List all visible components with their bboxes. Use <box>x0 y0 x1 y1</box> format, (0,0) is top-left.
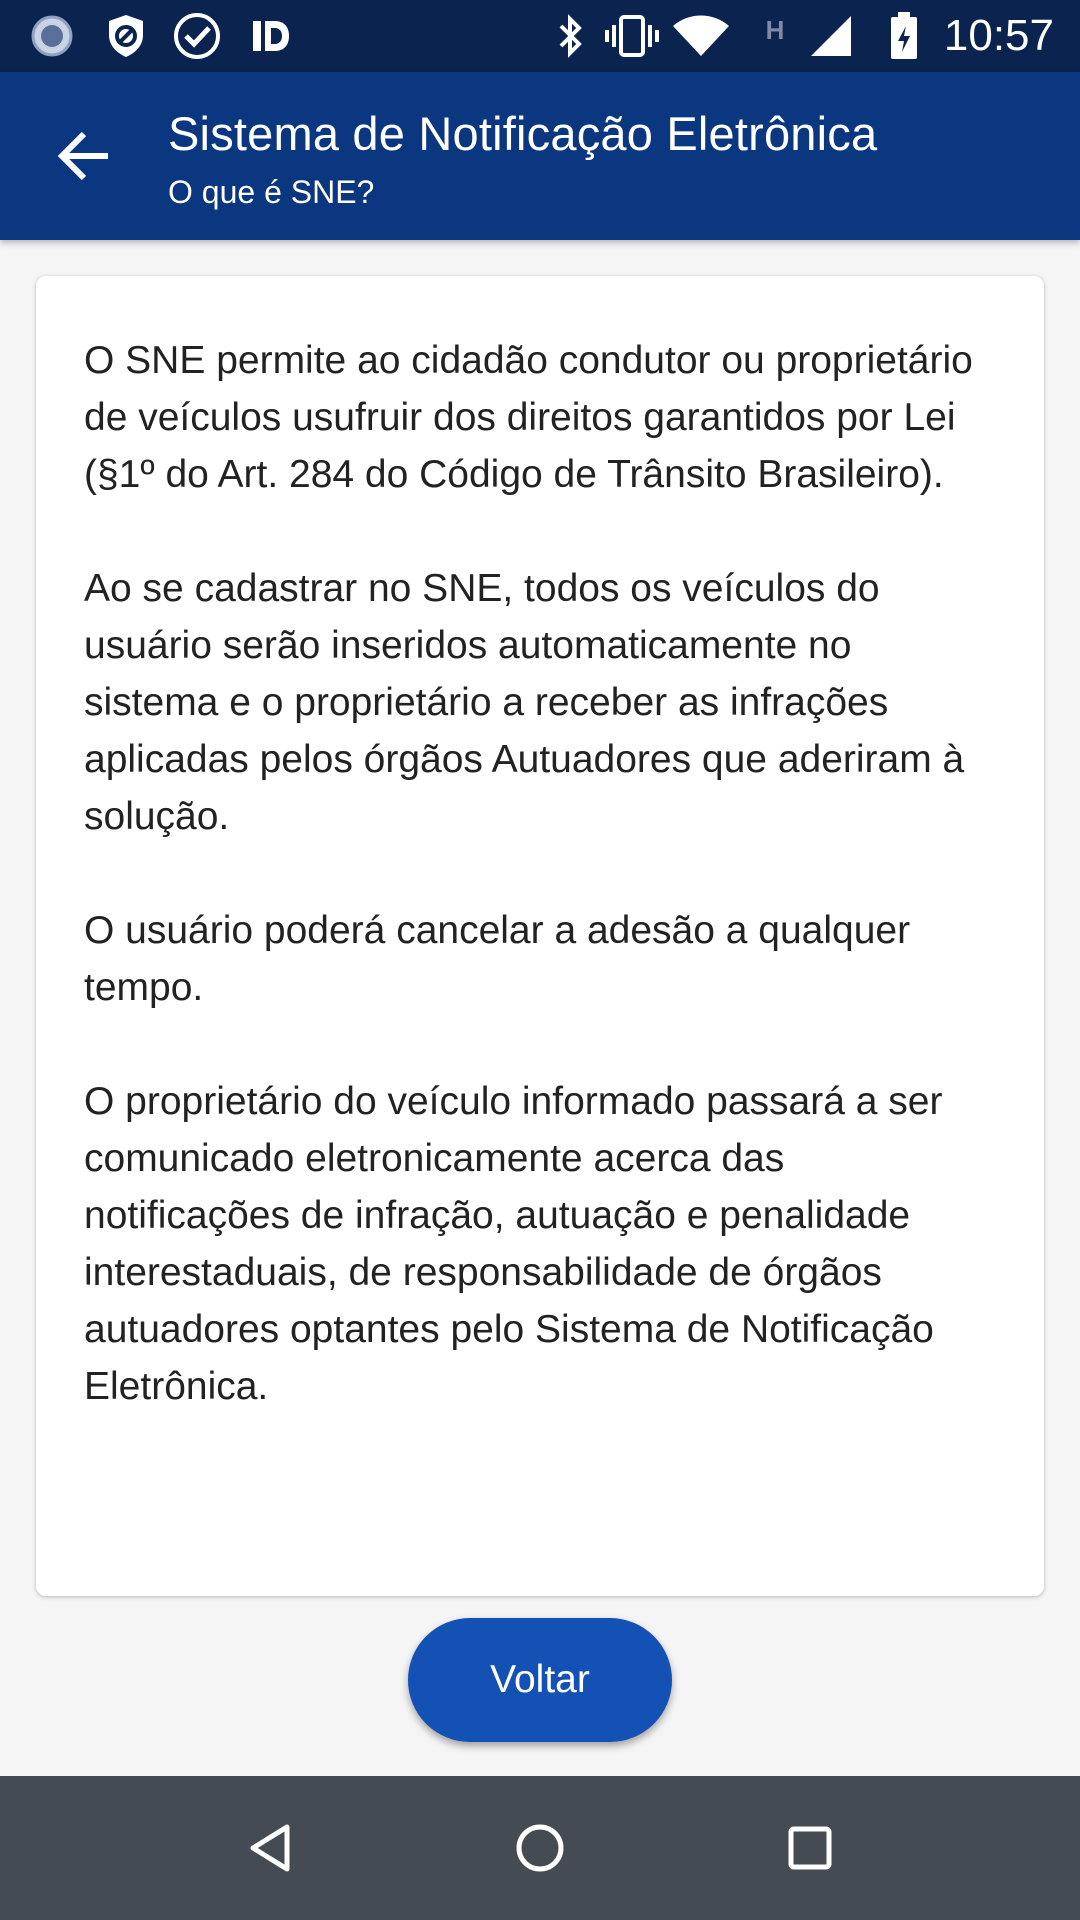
paragraph: Ao se cadastrar no SNE, todos os veículos do usuário serão inseridos automaticamente no sistema e o proprietário a receber as infrações aplicadas pelos órgãos Autuadores que aderiram à solução. <box>84 567 965 838</box>
paragraph: O usuário poderá cancelar a adesão a qualquer tempo. <box>84 909 911 1009</box>
home-circle-icon <box>514 1822 566 1874</box>
back-triangle-icon <box>247 1823 293 1873</box>
check-circle-icon <box>170 12 224 60</box>
vibrate-icon <box>604 12 660 60</box>
id-icon <box>250 12 292 60</box>
voltar-button[interactable]: Voltar <box>408 1618 672 1742</box>
wifi-icon <box>670 12 732 60</box>
navigation-bar <box>0 1776 1080 1920</box>
nav-recents-button[interactable] <box>774 1812 846 1884</box>
nav-back-button[interactable] <box>234 1812 306 1884</box>
photo-icon <box>28 12 76 60</box>
page-title: Sistema de Notificação Eletrônica <box>168 107 878 160</box>
bluetooth-icon <box>552 12 588 60</box>
content-card <box>36 276 1044 1596</box>
network-h-icon: H <box>765 14 785 45</box>
page-subtitle: O que é SNE? <box>168 174 375 210</box>
paragraph: O proprietário do veículo informado passará a ser comunicado eletronicamente acerca das notificações de infração, autuação e penalidade interestaduais, de responsabilidade de órgãos autuadores optantes pelo Sistema de Notificação Eletrônica. <box>84 1080 943 1408</box>
battery-charging-icon <box>888 12 920 60</box>
shield-icon <box>102 12 150 60</box>
arrow-back-icon <box>56 130 112 182</box>
back-button[interactable] <box>40 112 128 200</box>
status-time: 10:57 <box>943 11 1054 60</box>
app-bar <box>0 72 1080 240</box>
paragraph: O SNE permite ao cidadão condutor ou proprietário de veículos usufruir dos direitos garantidos por Lei (§1º do Art. 284 do Código de Trânsito Brasileiro). <box>84 339 973 496</box>
status-bar <box>0 0 1080 72</box>
recents-square-icon <box>787 1825 833 1871</box>
nav-home-button[interactable] <box>504 1812 576 1884</box>
signal-icon <box>808 12 854 60</box>
